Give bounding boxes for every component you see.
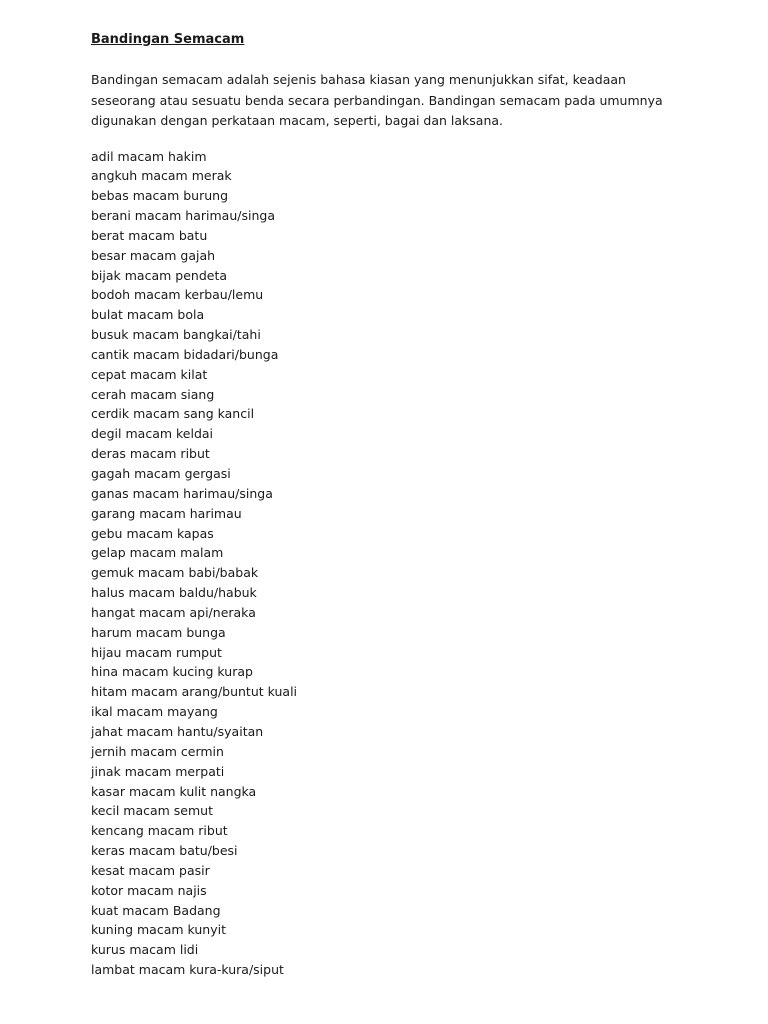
simile-item: hitam macam arang/buntut kuali (91, 684, 298, 700)
simile-item: keras macam batu/besi (91, 843, 238, 859)
document-page (91, 30, 691, 980)
simile-item: jernih macam cermin (91, 743, 224, 759)
intro-paragraph: Bandingan semacam adalah sejenis bahasa kiasan yang menunjukkan sifat, keadaan seseorang atau sesuatu benda secara perbandingan. Bandingan semacam pada umumnya digunakan dengan perkataan macam, seperti, bagai dan laksana. (91, 72, 663, 128)
simile-item: kecil macam semut (91, 803, 213, 819)
simile-item: berani macam harimau/singa (91, 208, 275, 224)
simile-item: gemuk macam babi/babak (91, 565, 259, 581)
simile-item: gelap macam malam (91, 545, 224, 561)
simile-item: halus macam baldu/habuk (91, 585, 257, 601)
simile-item: deras macam ribut (91, 446, 210, 462)
simile-item: hina macam kucing kurap (91, 664, 253, 680)
simile-item: kuat macam Badang (91, 902, 221, 918)
simile-item: lambat macam kura-kura/siput (91, 962, 284, 978)
simile-item: kasar macam kulit nangka (91, 783, 257, 799)
simile-item: cerdik macam sang kancil (91, 406, 255, 422)
simile-item: jinak macam merpati (91, 763, 225, 779)
simile-item: bodoh macam kerbau/lemu (91, 287, 264, 303)
simile-item: bulat macam bola (91, 307, 205, 323)
simile-item: cantik macam bidadari/bunga (91, 346, 279, 362)
simile-item: degil macam keldai (91, 426, 214, 442)
simile-list (91, 147, 691, 980)
simile-item: besar macam gajah (91, 247, 216, 263)
simile-item: ikal macam mayang (91, 704, 218, 720)
document-title: Bandingan Semacam (91, 32, 245, 47)
simile-item: kencang macam ribut (91, 823, 228, 839)
simile-item: bijak macam pendeta (91, 267, 228, 283)
simile-item: bebas macam burung (91, 188, 228, 204)
simile-item: hangat macam api/neraka (91, 604, 256, 620)
simile-item: harum macam bunga (91, 624, 226, 640)
simile-item: kotor macam najis (91, 882, 207, 898)
simile-item: busuk macam bangkai/tahi (91, 327, 261, 343)
simile-item: cerah macam siang (91, 386, 215, 402)
simile-item: adil macam hakim (91, 148, 207, 164)
simile-item: gagah macam gergasi (91, 466, 231, 481)
simile-item: kesat macam pasir (91, 862, 210, 878)
simile-item: garang macam harimau (91, 505, 242, 521)
simile-item: hijau macam rumput (91, 644, 222, 660)
simile-item: berat macam batu (91, 227, 208, 243)
simile-item: angkuh macam merak (91, 168, 232, 184)
simile-item: kurus macam lidi (91, 942, 199, 958)
simile-item: jahat macam hantu/syaitan (91, 723, 264, 739)
simile-item: gebu macam kapas (91, 525, 214, 541)
simile-item: kuning macam kunyit (91, 922, 226, 938)
simile-item: ganas macam harimau/singa (91, 485, 273, 501)
simile-item: cepat macam kilat (91, 366, 208, 382)
